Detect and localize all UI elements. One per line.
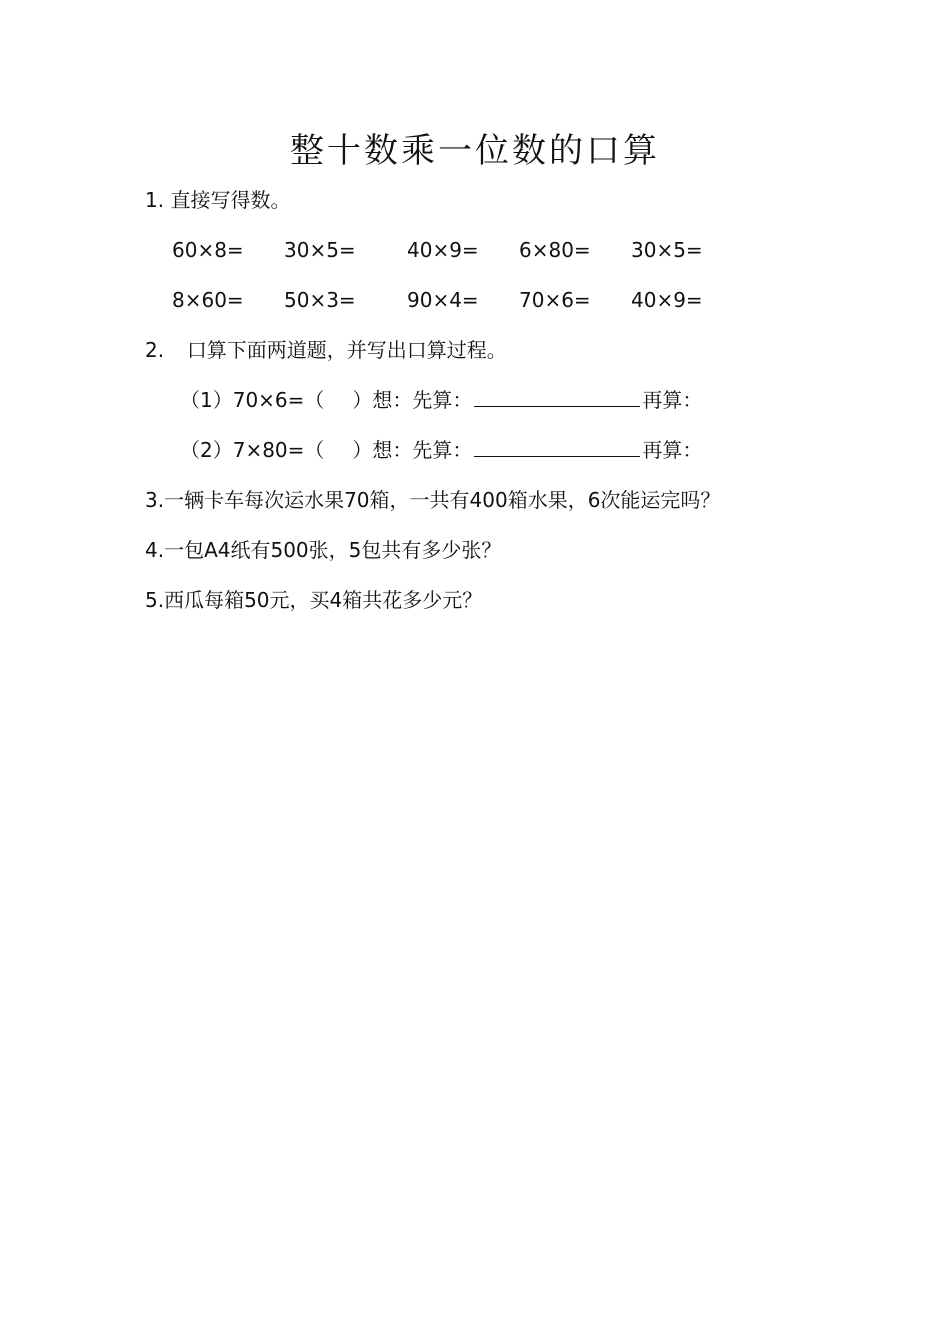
q2-item-1-then: 再算： <box>642 388 703 412</box>
question-2-heading <box>145 336 507 364</box>
q1-row2-item-3: 90×4= <box>407 288 479 312</box>
q1-row2-item-5: 40×9= <box>631 288 703 312</box>
q1-row1-item-1: 60×8= <box>172 238 244 262</box>
q1-row1-item-5: 30×5= <box>631 238 703 262</box>
question-5: 5.西瓜每箱50元，买4箱共花多少元？ <box>145 588 483 612</box>
question-1-number: 1. <box>145 188 165 212</box>
worksheet-title: 整十数乘一位数的口算 <box>290 131 660 171</box>
q1-row2-item-4: 70×6= <box>519 288 591 312</box>
q1-row2-item-2: 50×3= <box>284 288 356 312</box>
question-3: 3.一辆卡车每次运水果70箱，一共有400箱水果，6次能运完吗？ <box>145 488 721 512</box>
q1-row2-item-1: 8×60= <box>172 288 244 312</box>
q2-item-2-first-step-blank[interactable] <box>474 438 640 457</box>
question-1-prompt: 直接写得数。 <box>170 188 291 212</box>
question-4: 4.一包A4纸有500张，5包共有多少张？ <box>145 538 502 562</box>
q2-item-2-think: ）想：先算： <box>352 438 473 462</box>
q2-item-1-label: （1）70×6=（ <box>180 388 325 412</box>
question-2-prompt: 口算下面两道题，并写出口算过程。 <box>186 338 507 362</box>
question-1-heading <box>145 186 290 214</box>
q1-row1-item-3: 40×9= <box>407 238 479 262</box>
q2-item-2 <box>180 436 702 464</box>
q2-item-1-think: ）想：先算： <box>352 388 473 412</box>
q1-row1-item-4: 6×80= <box>519 238 591 262</box>
question-2-number: 2. <box>145 338 165 362</box>
q1-row1-item-2: 30×5= <box>284 238 356 262</box>
q2-item-1-first-step-blank[interactable] <box>474 388 640 407</box>
q2-item-1 <box>180 386 702 414</box>
q2-item-2-then: 再算： <box>642 438 703 462</box>
q2-item-2-label: （2）7×80=（ <box>180 438 325 462</box>
